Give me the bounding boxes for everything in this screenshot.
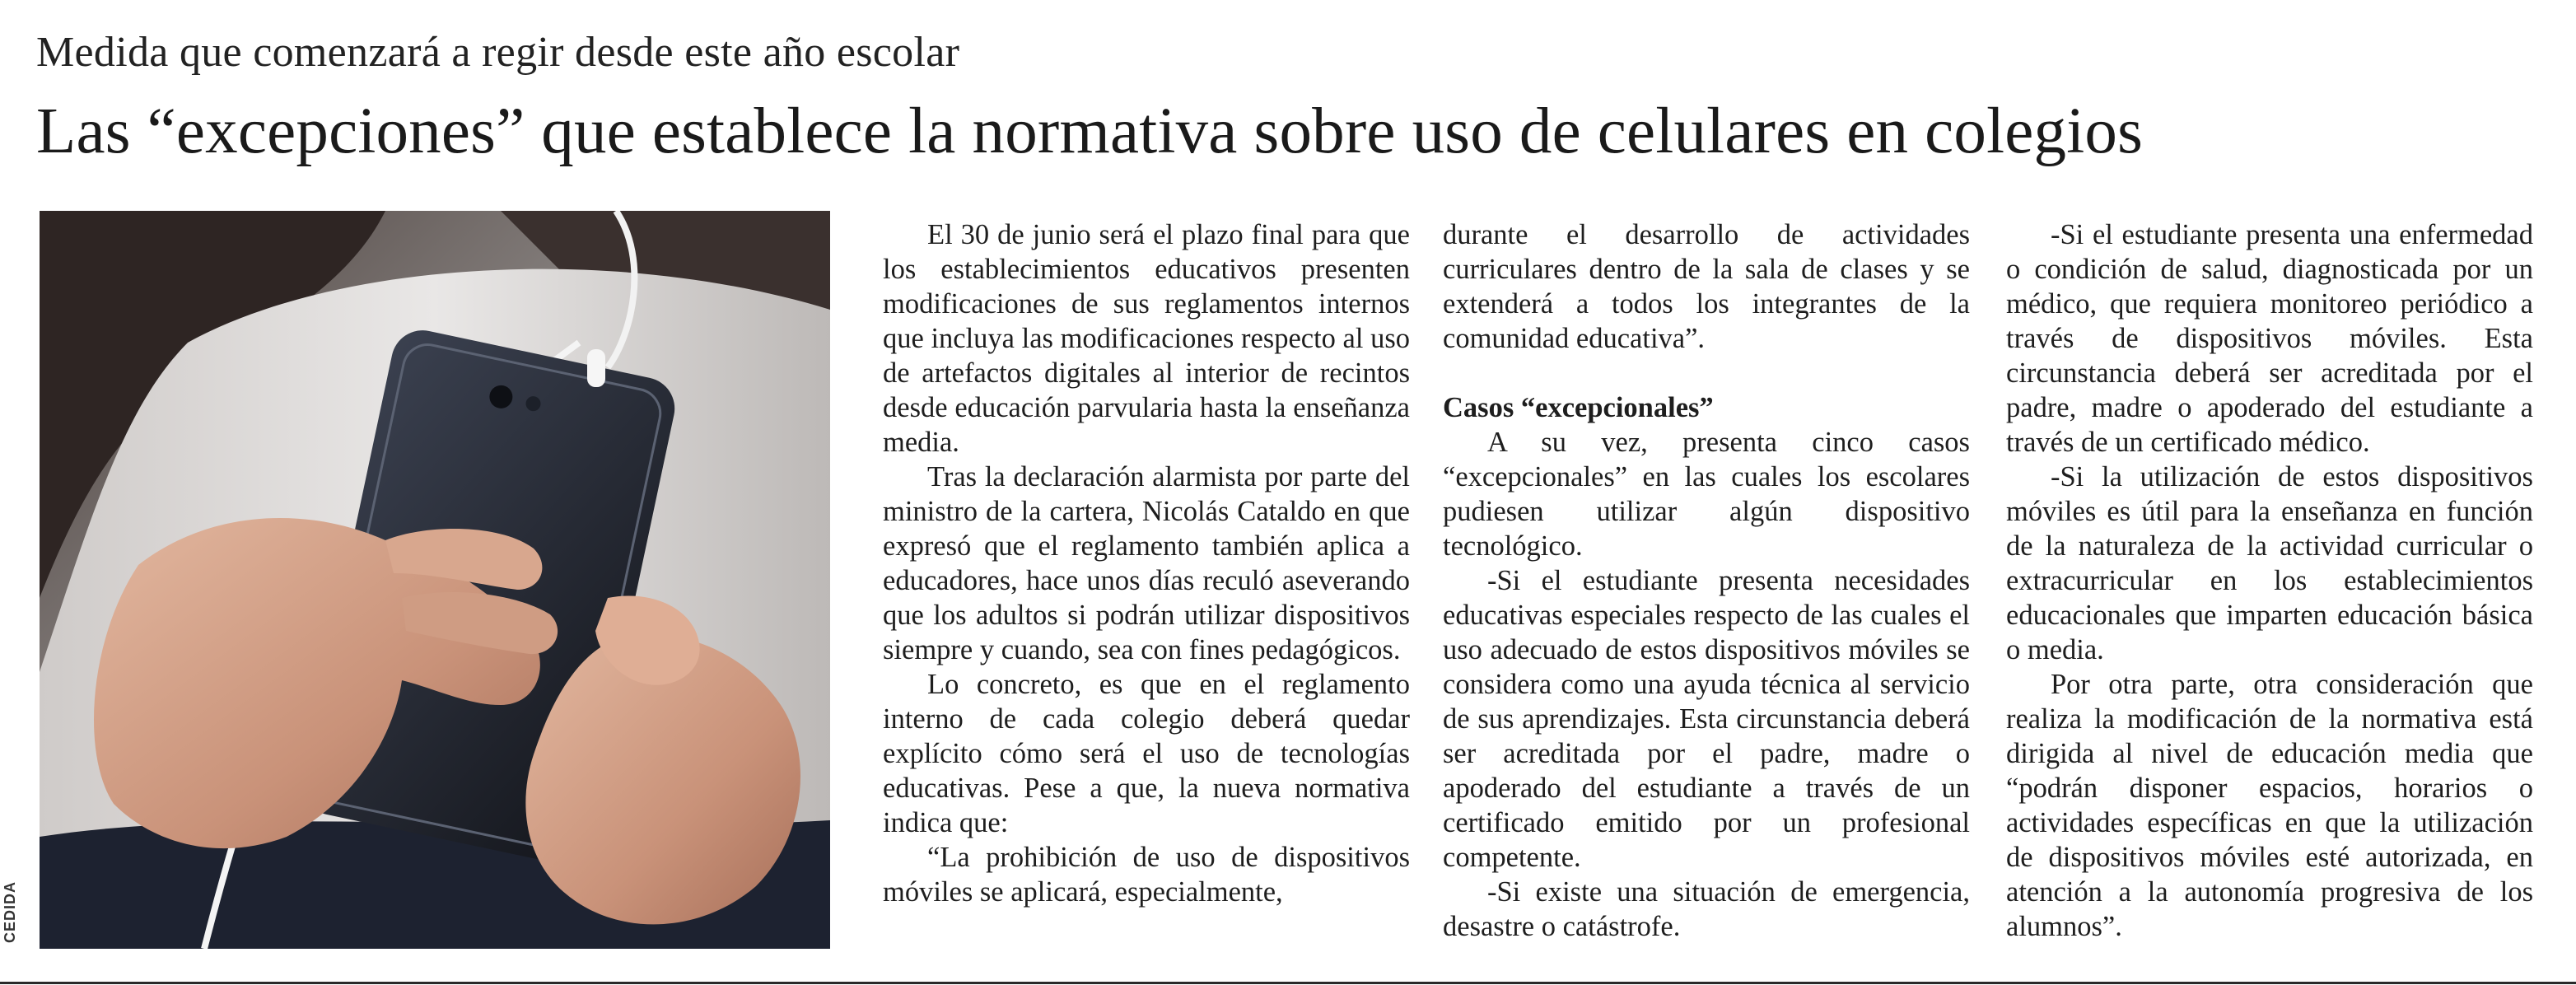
article-column-3 xyxy=(2006,217,2533,959)
article-headline: Las “excepciones” que establece la normativa sobre uso de celulares en colegios xyxy=(36,96,2144,167)
article-paragraph: -Si existe una situación de emergencia, desastre o catástrofe. xyxy=(1443,876,1970,942)
article-paragraph: Tras la declaración alarmista por parte del ministro de la cartera, Nicolás Cataldo en que expresó que el reglamento también aplica a educadores, hace unos días reculó aseverando que los adultos si podrán utilizar dispositivos siempre y cuando, sea con fines pedagógicos. xyxy=(883,461,1410,665)
article-paragraph: -Si el estudiante presenta necesidades educativas especiales respecto de las cuales el uso adecuado de estos dispositivos móviles se considera como una ayuda técnica al servicio de sus aprendizajes. Esta circunstancia deberá ser acreditada por el padre, madre o apoderado del estudiante a través de un certificado emitido por un profesional competente. xyxy=(1443,565,1970,873)
article-paragraph: -Si la utilización de estos dispositivos móviles es útil para la enseñanza en función de la naturaleza de la actividad curricular o extracurricular en los establecimientos educacionales que imparten educación básica o media. xyxy=(2006,461,2533,665)
article-photo xyxy=(40,211,830,949)
article-paragraph: “La prohibición de uso de dispositivos móviles se aplicará, especialmente, xyxy=(883,842,1410,908)
article-paragraph: -Si el estudiante presenta una enfermedad o condición de salud, diagnosticada por un médico, que requiera monitoreo periódico a través de dispositivos móviles. Esta circunstancia deberá ser acreditada por el padre, madre o apoderado del estudiante a través de un certificado médico. xyxy=(2006,219,2533,458)
photo-hands-phone-illustration xyxy=(40,211,830,949)
article-paragraph: Por otra parte, otra consideración que realiza la modificación de la normativa está dirigida al nivel de educación media que “podrán disponer espacios, horarios o actividades específicas en que la utilización de dispositivos móviles esté autorizada, en atención a la autonomía progresiva de los alumnos”. xyxy=(2006,669,2533,942)
article-kicker: Medida que comenzará a regir desde este año escolar xyxy=(36,29,960,76)
article-column-2 xyxy=(1443,217,1970,959)
article-subheading: Casos “excepcionales” xyxy=(1443,392,1714,423)
article-paragraph: Lo concreto, es que en el reglamento interno de cada colegio deberá quedar explícito cómo será el uso de tecnologías educativas. Pese a que, la nueva normativa indica que: xyxy=(883,669,1410,838)
article-paragraph-continued: durante el desarrollo de actividades curriculares dentro de la sala de clases y se extenderá a todos los integrantes de la comunidad educativa”. xyxy=(1443,219,1970,354)
article-paragraph: A su vez, presenta cinco casos “excepcionales” en las cuales los escolares pudiesen utilizar algún dispositivo tecnológico. xyxy=(1443,427,1970,562)
photo-credit: CEDIDA xyxy=(2,880,18,943)
bottom-divider xyxy=(0,982,2576,984)
article-paragraph: El 30 de junio será el plazo final para que los establecimientos educativos presenten modificaciones de sus reglamentos internos que incluya las modificaciones respecto al uso de artefactos digitales al interior de recintos desde educación parvularia hasta la enseñanza media. xyxy=(883,219,1410,458)
article-column-1 xyxy=(883,217,1410,959)
